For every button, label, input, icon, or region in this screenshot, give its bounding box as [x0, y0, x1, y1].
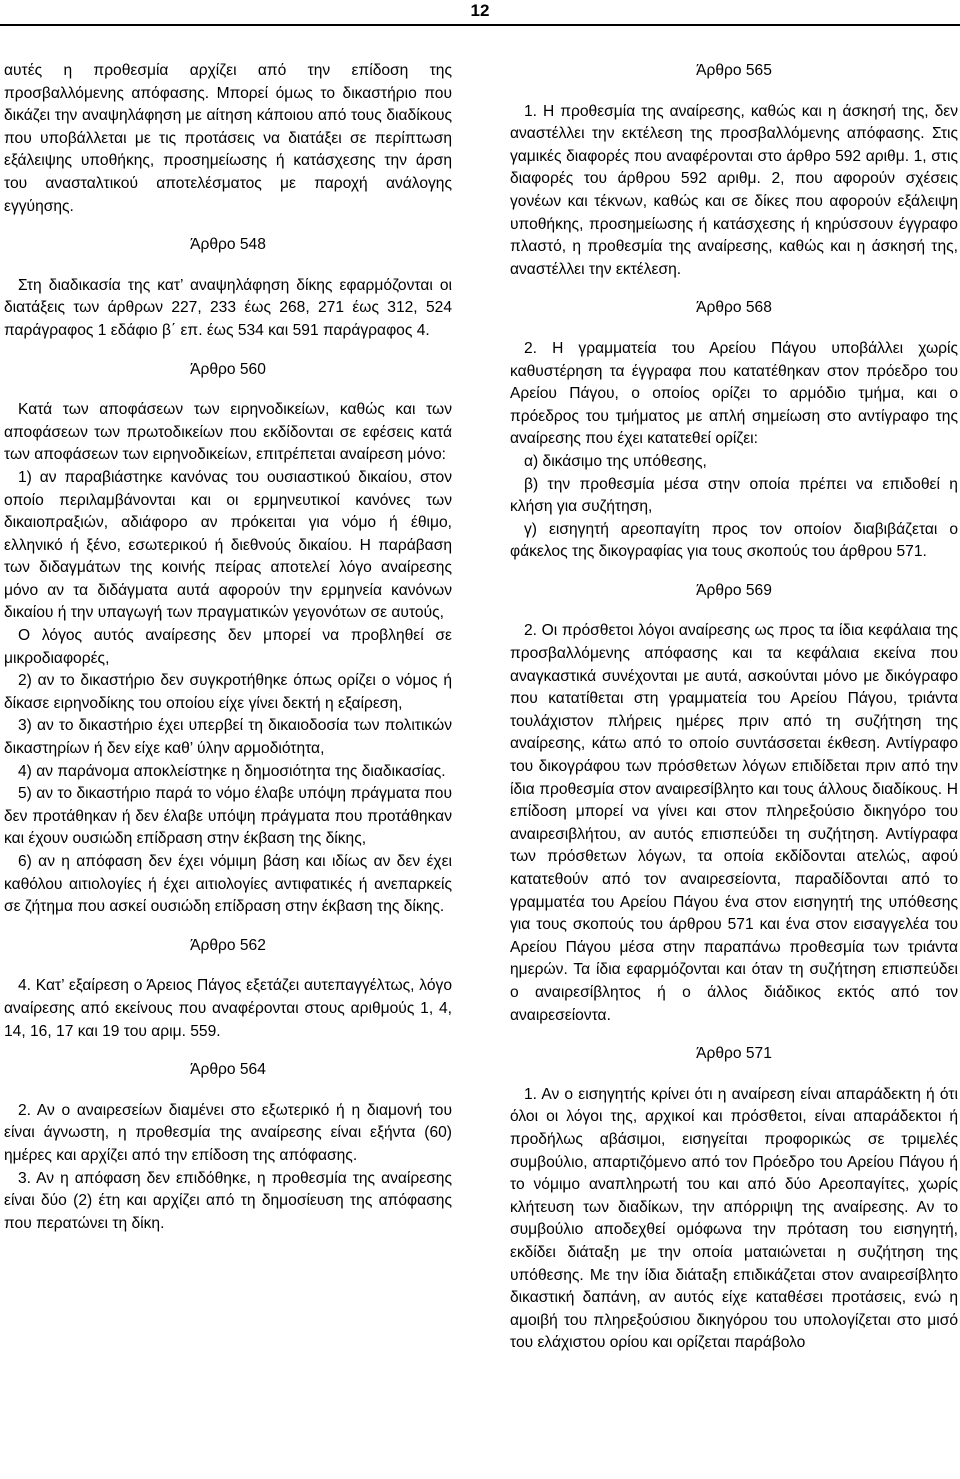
intro-section: [4, 60, 452, 218]
article-569-paragraph: 2. Οι πρόσθετοι λόγοι αναίρεσης ως προς τα ίδια κεφάλαια της προσβαλλόμενης απόφασης και τα κεφάλαια εκείνα που αναγκαστικά συνέχονται με αυτά, ασκούνται μόνο με δικόγραφο που κατατίθεται στη γραμματεία του Αρείου Πάγου, τριάντα τουλάχιστον πλήρεις ημέρες πριν από τη συζήτηση της αναίρεσης, κάτω από το οποίο συντάσσεται έκθεση. Αντίγραφο του δικογράφου των πρόσθετων λόγων επιδίδεται πριν από την ίδια προθεσμία στον αναιρεσίβλητο και τους άλλους διαδίκους. Η επίδοση μπορεί να γίνει και στον πληρεξούσιο δικηγόρο του αναιρεσιβλήτου, αν αυτός επισπεύδει τη συζήτηση. Αντίγραφα των πρόσθετων λόγων, τα οποία εκδίδονται ατελώς, αφού κατατεθούν από τον αναιρεσείοντα, παραδίδονται από το γραμματέα του Αρείου Πάγου ένα στον εισηγητή της υπόθεσης για τους σκοπούς του άρθρου 571 και ένα στον εισαγγελέα του Αρείου Πάγου μέσα στην παραπάνω προθεσμία των τριάντα ημερών. Τα ίδια εφαρμόζονται και όταν τη συζήτηση επισπεύδει ο αναιρεσίβλητος ή ο άλλος διάδικος εκτός από τον αναιρεσείοντα.: [510, 622, 958, 1024]
article-564-title: Άρθρο 564: [190, 1061, 266, 1079]
article-564-paragraph: 2. Αν ο αναιρεσείων διαμένει στο εξωτερικό ή η διαμονή του είναι άγνωστη, η προθεσμία της αναίρεσης είναι εξήντα (60) ημέρες και αρχίζει από την επίδοση της απόφασης.: [4, 1101, 452, 1164]
article-568-paragraph: β) την προθεσμία μέσα στην οποία πρέπει να επιδοθεί η κλήση για συζήτηση,: [510, 475, 958, 516]
article-568-title: Άρθρο 568: [696, 299, 772, 317]
header-rule: [0, 24, 960, 26]
article-548-title: Άρθρο 548: [190, 236, 266, 254]
page-number: 12: [470, 1, 490, 20]
article-548-paragraph: Στη διαδικασία της κατ’ αναψηλάφηση δίκης εφαρμόζονται οι διατάξεις των άρθρων 227, 233 έως 268, 271 έως 312, 524 παράγραφος 1 εδάφιο β΄ επ. έως 534 και 591 παράγραφος 4.: [4, 276, 452, 339]
article-571-paragraph: 1. Αν ο εισηγητής κρίνει ότι η αναίρεση είναι απαράδεκτη ή ότι όλοι οι λόγοι της, αρχικοί και πρόσθετοι, είναι απαράδεκτοι ή προδήλως αβάσιμοι, εισηγείται προφορικώς σε τριμελές συμβούλιο, απαρτιζόμενο από τον Πρόεδρο του Αρείου Πάγου ή το νόμιμο αναπληρωτή του και από δύο Αρεοπαγίτες, χωρίς κλήτευση των διαδίκων, την απόρριψη της αναίρεσης. Αν το συμβούλιο αποδεχθεί ομόφωνα την πρόταση του εισηγητή, εκδίδει διάταξη με την οποία ματαιώνεται η συζήτηση της υπόθεσης. Με την ίδια διάταξη επιδικάζεται στον αναιρεσίβλητο δικαστική δαπάνη, αν αυτός είχε καταθέσει προτάσεις, ενώ η αμοιβή του πληρεξούσιου δικηγόρου του υπολογίζεται στο μισό του ελάχιστου ορίου και ορίζεται παράβολο: [510, 1085, 958, 1352]
left-column: [4, 60, 452, 1251]
article-560-paragraph: 1) αν παραβιάστηκε κανόνας του ουσιαστικού δικαίου, στον οποίο περιλαμβάνονται και οι ερμηνευτικοί κανόνες των δικαιοπραξιών, αδιάφορο αν πρόκειται για νόμο ή έθιμο, ελληνικό ή ξένο, εσωτερικού ή διεθνούς δικαίου. Η παράβαση των διδαγμάτων της κοινής πείρας αποτελεί λόγο αναίρεσης μόνο αν τα διδάγματα αυτά αφορούν την ερμηνεία κανόνων δικαίου ή την υπαγωγή των πραγματικών γεγονότων σε αυτούς,: [4, 468, 452, 622]
article-568: [510, 297, 958, 564]
article-565-title: Άρθρο 565: [696, 62, 772, 79]
article-560-paragraph: Κατά των αποφάσεων των ειρηνοδικείων, καθώς και των αποφάσεων των πρωτοδικείων που εκδίδονται σε εφέσεις κατά των αποφάσεων των ειρηνοδικείων, επιτρέπεται αναίρεση μόνο:: [4, 401, 452, 464]
article-548: [4, 234, 452, 342]
article-560: [4, 359, 452, 919]
article-562: [4, 935, 452, 1043]
article-560-paragraph: 2) αν το δικαστήριο δεν συγκροτήθηκε όπως ορίζει ο νόμος ή δίκασε ειρηνοδίκης του οποίου είχε γίνει δεκτή η εξαίρεση,: [4, 672, 452, 712]
article-564: [4, 1059, 452, 1235]
article-568-paragraph: α) δικάσιμο της υπόθεσης,: [524, 452, 707, 470]
right-column: [510, 60, 958, 1371]
article-568-paragraph: γ) εισηγητή αρεοπαγίτη προς τον οποίον διαβιβάζεται ο φάκελος της δικογραφίας για τους σκοπούς του άρθρου 571.: [510, 520, 958, 561]
article-569: [510, 580, 958, 1027]
article-571-title: Άρθρο 571: [696, 1045, 772, 1063]
article-571: [510, 1043, 958, 1355]
article-560-paragraph: 4) αν παράνομα αποκλείστηκε η δημοσιότητα της διαδικασίας.: [18, 762, 446, 780]
article-565-paragraph: 1. Η προθεσμία της αναίρεσης, καθώς και η άσκησή της, δεν αναστέλλει την εκτέλεση της προσβαλλόμενης απόφασης. Στις γαμικές διαφορές που αναφέρονται στο άρθρο 592 αριθμ. 1, στις διαφορές του άρθρου 592 αριθμ. 2, που αφορούν σχέσεις γονέων και τέκνων, καθώς και σε δίκες που αφορούν εξάλειψη υποθήκης, προσημείωσης ή κατάσχεσης ή κηρύσσουν έγγραφο πλαστό, η προθεσμία της αναίρεσης, καθώς και η άσκησή της, αναστέλλει την εκτέλεση.: [510, 102, 958, 278]
article-560-paragraph: Ο λόγος αυτός αναίρεσης δεν μπορεί να προβληθεί σε μικροδιαφορές,: [4, 627, 452, 667]
article-565: [510, 60, 958, 281]
article-564-paragraph: 3. Αν η απόφαση δεν επιδόθηκε, η προθεσμία της αναίρεσης είναι δύο (2) έτη και αρχίζει από τη δημοσίευση της απόφασης που περατώνει τη δίκη.: [4, 1169, 452, 1232]
article-560-paragraph: 6) αν η απόφαση δεν έχει νόμιμη βάση και ιδίως αν δεν έχει καθόλου αιτιολογίες ή έχει αιτιολογίες αντιφατικές ή ανεπαρκείς σε ζήτημα που ασκεί ουσιώδη επίδραση στην έκβαση της δίκης.: [4, 853, 452, 916]
article-568-paragraph: 2. Η γραμματεία του Αρείου Πάγου υποβάλλει χωρίς καθυστέρηση τα έγγραφα που κατατέθηκαν στον πρόεδρο του Αρείου Πάγου, ο οποίος ορίζει το αρμόδιο τμήμα, και ο πρόεδρος του τμήματος με απλή σημείωση στο αντίγραφο της αναίρεσης που έχει κατατεθεί ορίζει:: [510, 339, 958, 448]
intro-paragraph: αυτές η προθεσμία αρχίζει από την επίδοση της προσβαλλόμενης απόφασης. Μπορεί όμως το δικαστήριο που δικάζει την αναψηλάφηση με αίτηση κάποιου από τους διαδίκους που υποβάλλεται με τις προτάσεις να διατάξει σε περίπτωση εξάλειψης υποθήκης, προσημείωσης ή κατάσχεσης την άρση του ανασταλτικού αποτελέσματος με παροχή ανάλογης εγγύησης.: [4, 62, 452, 215]
article-560-paragraph: 3) αν το δικαστήριο έχει υπερβεί τη δικαιοδοσία των πολιτικών δικαστηρίων ή δεν είχε καθ’ ύλην αρμοδιότητα,: [4, 717, 452, 758]
article-562-title: Άρθρο 562: [190, 936, 266, 954]
article-560-paragraph: 5) αν το δικαστήριο παρά το νόμο έλαβε υπόψη πράγματα που δεν προτάθηκαν ή δεν έλαβε υπόψη πράγματα που προτάθηκαν και έχουν ουσιώδη επίδραση στην έκβαση της δίκης,: [4, 785, 452, 848]
article-569-title: Άρθρο 569: [696, 581, 772, 599]
article-562-paragraph: 4. Κατ’ εξαίρεση ο Άρειος Πάγος εξετάζει αυτεπαγγέλτως, λόγο αναίρεσης από εκείνους που αναφέρονται στους αριθμούς 1, 4, 14, 16, 17 και 19 του αριμ. 559.: [4, 977, 452, 1040]
article-560-title: Άρθρο 560: [190, 360, 266, 378]
